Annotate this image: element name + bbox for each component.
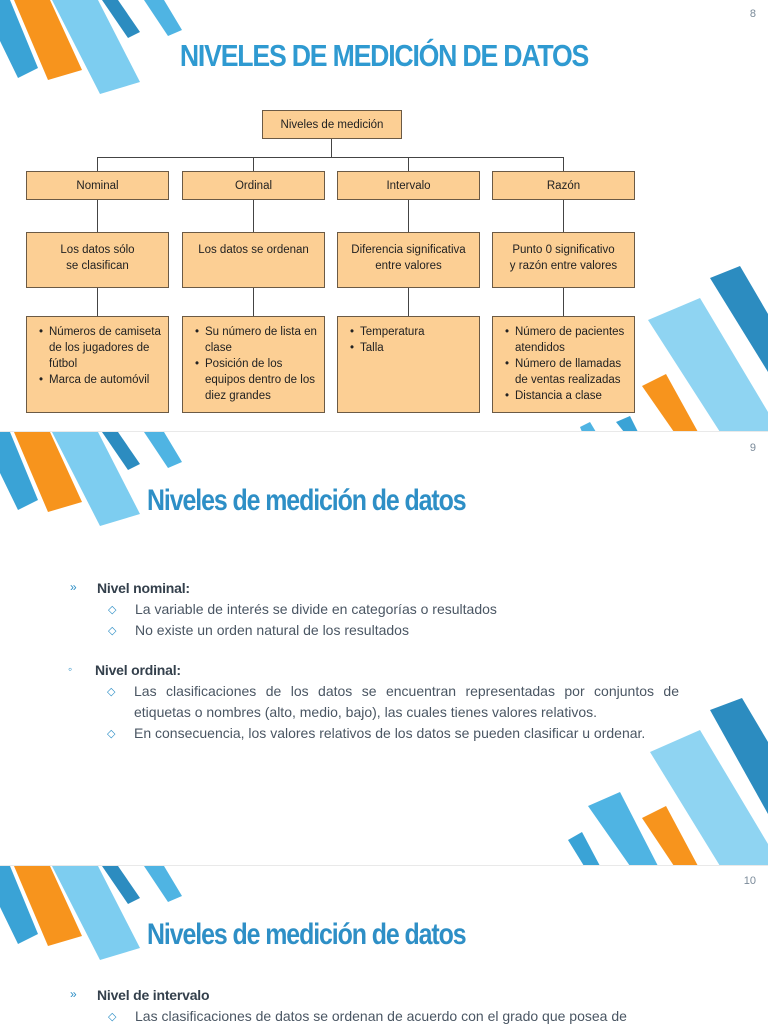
connector-root-down xyxy=(331,139,332,157)
examples-box-razon xyxy=(492,316,635,413)
list-item xyxy=(107,723,679,744)
list-item xyxy=(108,1006,680,1024)
list-item-text: No existe un orden natural de los resultados xyxy=(135,622,409,638)
list-item: • Marca de automóvil xyxy=(49,372,162,388)
connector-nominal xyxy=(97,157,98,171)
list-item xyxy=(107,681,679,723)
level-name: Intervalo xyxy=(386,180,431,192)
diamond-bullet-icon: ◇ xyxy=(108,625,117,637)
diamond-bullet-icon: ◇ xyxy=(107,728,116,740)
examples-box-intervalo xyxy=(337,316,480,413)
level-name: Ordinal xyxy=(234,180,273,192)
connector-razon xyxy=(563,157,564,171)
level-box-nominal xyxy=(26,171,169,200)
level-name: Razón xyxy=(546,180,581,192)
description-box-nominal xyxy=(26,232,169,288)
list-item: • Talla xyxy=(360,340,473,356)
diagram-root-box xyxy=(262,110,402,139)
slide-10 xyxy=(0,866,768,1024)
connector-razon-desc xyxy=(563,200,564,232)
slide-9 xyxy=(0,432,768,866)
level-description: Los datos se ordenan xyxy=(198,244,309,256)
list-item: • Temperatura xyxy=(360,324,473,340)
section-label: Nivel de intervalo xyxy=(97,987,210,1003)
examples-list xyxy=(191,324,318,404)
slide-8 xyxy=(0,0,768,432)
list-item: • Su número de lista en clase xyxy=(205,324,318,356)
connector-intervalo-desc xyxy=(408,200,409,232)
page-number: 10 xyxy=(743,875,756,887)
connector-ordinal-desc xyxy=(253,200,254,232)
list-item-text: Las clasificaciones de los datos se encuentran representadas por conjuntos de etiquetas o nombres (alto, medio, bajo), las cuales tienes valores relativos. xyxy=(134,683,679,720)
connector-horizontal xyxy=(97,157,564,158)
level-description: Punto 0 significativo y razón entre valores xyxy=(509,244,618,272)
connector-intervalo xyxy=(408,157,409,171)
list-item xyxy=(108,599,680,620)
measurement-levels-diagram xyxy=(0,0,768,432)
connector-nominal-desc xyxy=(97,200,98,232)
page-number: 8 xyxy=(749,8,756,20)
list-item-text: En consecuencia, los valores relativos de los datos se pueden clasificar u ordenar. xyxy=(134,725,646,741)
list-item-text: Las clasificaciones de datos se ordenan de acuerdo con el grado que posea de xyxy=(135,1008,627,1024)
level-box-razon xyxy=(492,171,635,200)
description-box-razon xyxy=(492,232,635,288)
list-item: • Posición de los equipos dentro de los diez grandes xyxy=(205,356,318,404)
list-item: • Número de pacientes atendidos xyxy=(515,324,628,356)
examples-box-nominal xyxy=(26,316,169,413)
examples-list xyxy=(346,324,473,356)
examples-list xyxy=(35,324,162,388)
bullet-marker: » xyxy=(70,580,77,594)
section-label: Nivel nominal: xyxy=(97,580,190,596)
level-box-intervalo xyxy=(337,171,480,200)
description-box-intervalo xyxy=(337,232,480,288)
list-item: • Distancia a clase xyxy=(515,388,628,404)
bullet-marker: ◦ xyxy=(68,662,73,676)
connector-intervalo-ex xyxy=(408,288,409,316)
diamond-bullet-icon: ◇ xyxy=(108,604,117,616)
connector-razon-ex xyxy=(563,288,564,316)
list-item-text: La variable de interés se divide en categorías o resultados xyxy=(135,601,497,617)
description-box-ordinal xyxy=(182,232,325,288)
level-description: Diferencia significativa entre valores xyxy=(351,244,466,272)
list-item: • Números de camiseta de los jugadores de fútbol xyxy=(49,324,162,372)
diamond-bullet-icon: ◇ xyxy=(107,686,116,698)
slide-title: Niveles de medición de datos xyxy=(147,484,466,517)
diagram-root-label: Niveles de medición xyxy=(280,119,384,131)
connector-ordinal xyxy=(253,157,254,171)
list-item: • Número de llamadas de ventas realizadas xyxy=(515,356,628,388)
list-item xyxy=(108,620,680,641)
level-description: Los datos sólo se clasifican xyxy=(60,244,135,272)
level-name: Nominal xyxy=(76,180,119,192)
examples-list xyxy=(501,324,628,404)
connector-nominal-ex xyxy=(97,288,98,316)
section-label: Nivel ordinal: xyxy=(95,662,181,678)
slide-title: NIVELES DE MEDICIÓN DE DATOS xyxy=(179,38,589,73)
connector-ordinal-ex xyxy=(253,288,254,316)
slide-title: Niveles de medición de datos xyxy=(147,918,466,951)
page-number: 9 xyxy=(749,442,756,454)
level-box-ordinal xyxy=(182,171,325,200)
examples-box-ordinal xyxy=(182,316,325,413)
diamond-bullet-icon: ◇ xyxy=(108,1011,117,1023)
bullet-marker: » xyxy=(70,987,77,1001)
